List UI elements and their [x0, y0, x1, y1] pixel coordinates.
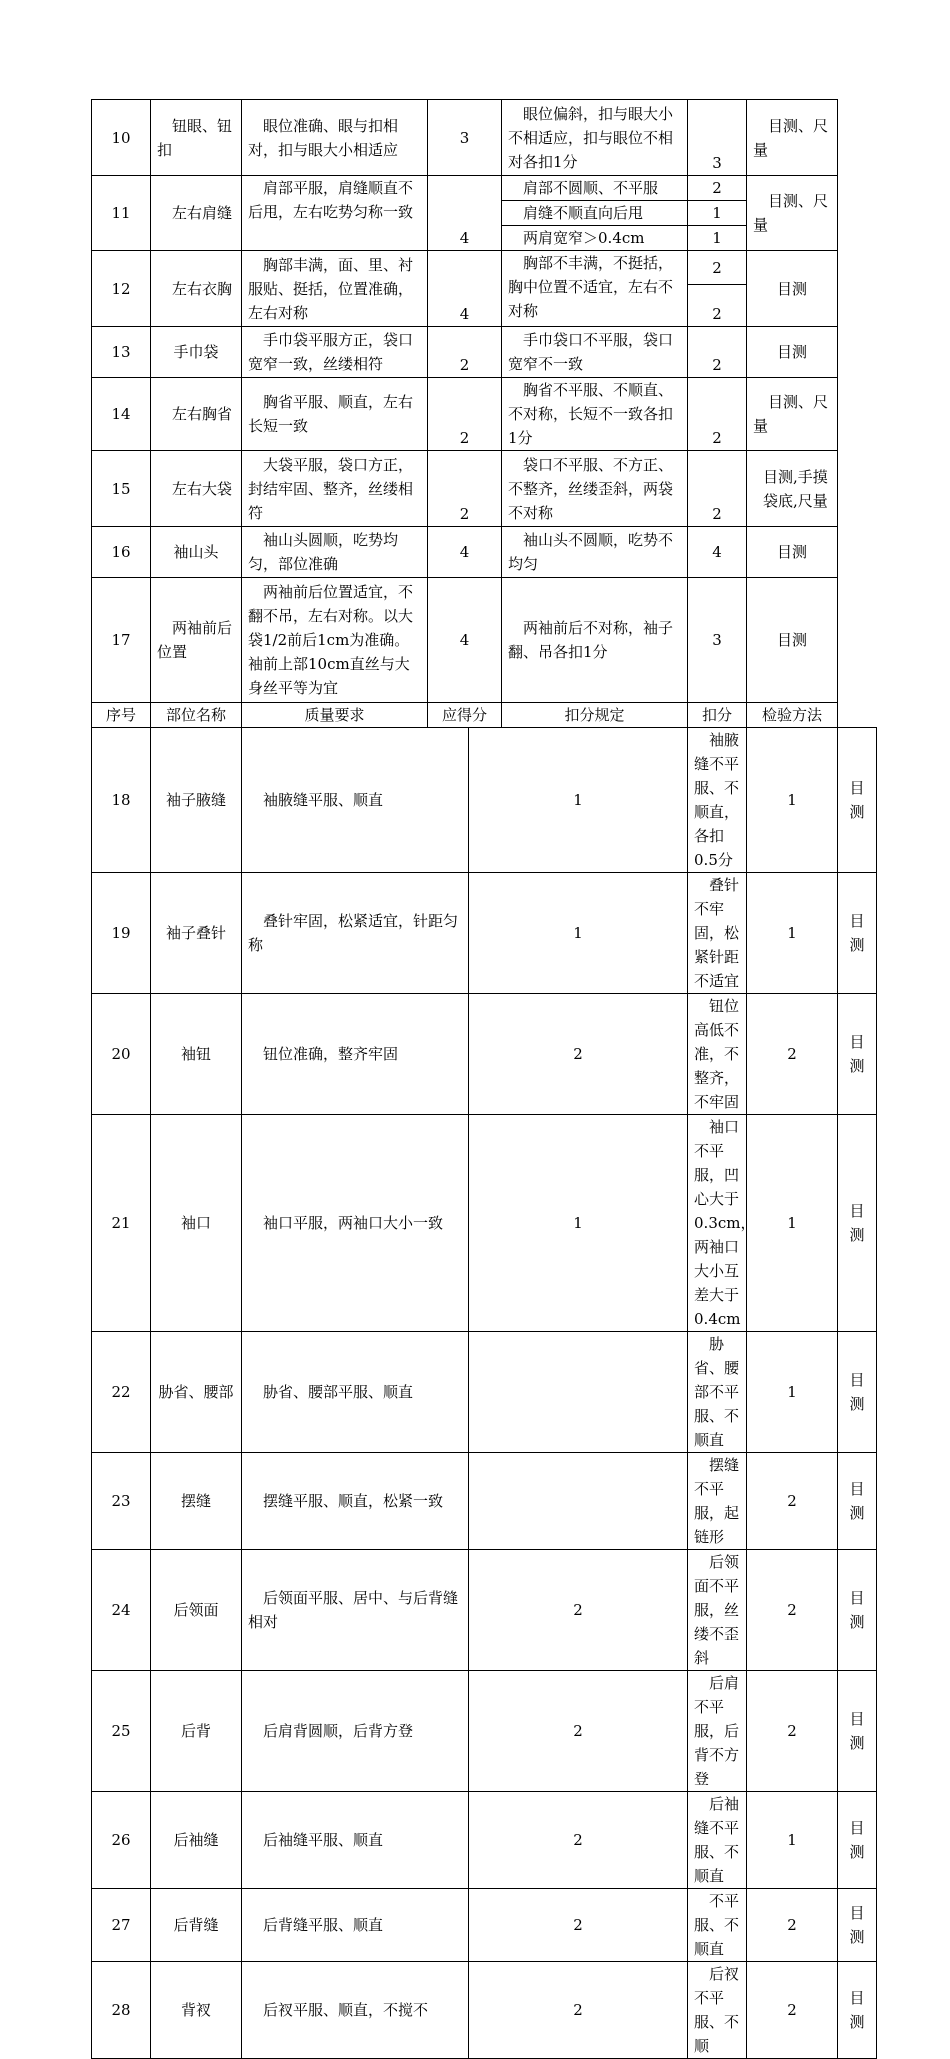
- column-header-no: 序号: [92, 703, 151, 728]
- quality-requirement: 叠针牢固，松紧适宜，针距匀称: [242, 873, 469, 994]
- deduction: 3: [688, 100, 747, 176]
- row-number: 13: [92, 327, 151, 378]
- score: 4: [428, 176, 502, 251]
- deduction: 1: [747, 1332, 838, 1453]
- table-row: [92, 527, 877, 578]
- part-name: 袖子腋缝: [151, 728, 242, 873]
- table-row: [92, 728, 877, 873]
- inspection-method: 目测、尺量: [747, 100, 838, 176]
- deduction: 2: [747, 1889, 838, 1962]
- quality-inspection-table: [91, 99, 877, 2059]
- part-name: 两袖前后位置: [151, 578, 242, 703]
- deduction-rule: 眼位偏斜，扣与眼大小不相适应，扣与眼位不相对各扣1分: [502, 100, 688, 176]
- deduction-rule: 手巾袋口不平服，袋口宽窄不一致: [502, 327, 688, 378]
- part-name: 背衩: [151, 1962, 242, 2059]
- row-number: 12: [92, 251, 151, 327]
- table-row: [92, 1889, 877, 1962]
- quality-requirement: 胸省平服、顺直，左右长短一致: [242, 378, 428, 451]
- part-name: 后袖缝: [151, 1792, 242, 1889]
- inspection-method: 目测: [747, 251, 838, 327]
- quality-requirement: 钮位准确，整齐牢固: [242, 994, 469, 1115]
- deduction: 3: [688, 578, 747, 703]
- deduction-rule: 胁省、腰部不平服、不顺直: [688, 1332, 747, 1453]
- deduction: 2: [747, 1453, 838, 1550]
- score: 1: [469, 873, 688, 994]
- table-row: [92, 1550, 877, 1671]
- deduction: 4: [688, 527, 747, 578]
- table-row: [92, 994, 877, 1115]
- deduction-rule: 胸部不丰满，不挺括，胸中位置不适宜，左右不对称: [502, 251, 688, 327]
- part-name: 袖口: [151, 1115, 242, 1332]
- quality-requirement: 大袋平服，袋口方正，封结牢固、整齐，丝缕相符: [242, 451, 428, 527]
- inspection-method: 目测: [838, 1115, 877, 1332]
- inspection-method: 目测、尺量: [747, 378, 838, 451]
- quality-requirement: 后背缝平服、顺直: [242, 1889, 469, 1962]
- row-number: 10: [92, 100, 151, 176]
- quality-requirement: 后领面平服、居中、与后背缝相对: [242, 1550, 469, 1671]
- inspection-method: 目测: [838, 728, 877, 873]
- deduction: 2: [747, 1671, 838, 1792]
- part-name: 后领面: [151, 1550, 242, 1671]
- row-number: 20: [92, 994, 151, 1115]
- column-header-requirement: 质量要求: [242, 703, 428, 728]
- score: 2: [469, 1671, 688, 1792]
- deduction: 1: [747, 1115, 838, 1332]
- column-header-part: 部位名称: [151, 703, 242, 728]
- score: 4: [428, 578, 502, 703]
- deduction: 2: [747, 1550, 838, 1671]
- part-name: 左右大袋: [151, 451, 242, 527]
- column-header-deduction: 扣分: [688, 703, 747, 728]
- row-number: 28: [92, 1962, 151, 2059]
- deduction: 2: [688, 285, 747, 327]
- quality-requirement: 两袖前后位置适宜，不翻不吊，左右对称。以大袋1/2前后1cm为准确。袖前上部10cm直丝与大身丝平等为宜: [242, 578, 428, 703]
- score: 1: [469, 728, 688, 873]
- row-number: 22: [92, 1332, 151, 1453]
- table-row: [92, 578, 877, 703]
- quality-requirement: 袖口平服，两袖口大小一致: [242, 1115, 469, 1332]
- table-row: [92, 1115, 877, 1332]
- deduction-rule: 后衩不平服、不顺: [688, 1962, 747, 2059]
- deduction-rule: 肩缝不顺直向后甩: [502, 201, 688, 226]
- deduction-rule: 不平服、不顺直: [688, 1889, 747, 1962]
- row-number: 18: [92, 728, 151, 873]
- quality-requirement: 手巾袋平服方正，袋口宽窄一致，丝缕相符: [242, 327, 428, 378]
- quality-requirement: 后袖缝平服、顺直: [242, 1792, 469, 1889]
- score: [469, 1332, 688, 1453]
- part-name: 袖山头: [151, 527, 242, 578]
- row-number: 19: [92, 873, 151, 994]
- score: 2: [469, 994, 688, 1115]
- inspection-method: 目测: [838, 1332, 877, 1453]
- deduction: 2: [688, 378, 747, 451]
- part-name: 袖子叠针: [151, 873, 242, 994]
- deduction: 1: [688, 226, 747, 251]
- quality-requirement: 袖腋缝平服、顺直: [242, 728, 469, 873]
- deduction-rule: 叠针不牢固，松紧针距不适宜: [688, 873, 747, 994]
- deduction: 2: [688, 451, 747, 527]
- deduction-rule: 两肩宽窄＞0.4cm: [502, 226, 688, 251]
- score: [469, 1453, 688, 1550]
- inspection-method: 目测,手摸袋底,尺量: [747, 451, 838, 527]
- part-name: 胁省、腰部: [151, 1332, 242, 1453]
- part-name: 钮眼、钮扣: [151, 100, 242, 176]
- inspection-method: 目测、尺量: [747, 176, 838, 251]
- score: 2: [469, 1550, 688, 1671]
- part-name: 后背: [151, 1671, 242, 1792]
- part-name: 左右衣胸: [151, 251, 242, 327]
- part-name: 左右肩缝: [151, 176, 242, 251]
- deduction: 2: [688, 176, 747, 201]
- deduction: 1: [747, 1792, 838, 1889]
- table-row: [92, 1332, 877, 1453]
- table-row: [92, 873, 877, 994]
- table-row: [92, 251, 877, 285]
- part-name: 袖钮: [151, 994, 242, 1115]
- deduction-rule: 袖口不平服，凹心大于0.3cm，两袖口大小互差大于0.4cm: [688, 1115, 747, 1332]
- row-number: 23: [92, 1453, 151, 1550]
- deduction-rule: 摆缝不平服，起链形: [688, 1453, 747, 1550]
- inspection-method: 目测: [838, 1962, 877, 2059]
- row-number: 11: [92, 176, 151, 251]
- part-name: 左右胸省: [151, 378, 242, 451]
- score: 1: [469, 1115, 688, 1332]
- row-number: 16: [92, 527, 151, 578]
- deduction: 2: [688, 327, 747, 378]
- deduction-rule: 钮位高低不准，不整齐，不牢固: [688, 994, 747, 1115]
- row-number: 14: [92, 378, 151, 451]
- inspection-method: 目测: [838, 873, 877, 994]
- deduction-rule: 后肩不平服，后背不方登: [688, 1671, 747, 1792]
- table-row: [92, 1671, 877, 1792]
- deduction: 1: [747, 873, 838, 994]
- column-header-method: 检验方法: [747, 703, 838, 728]
- inspection-method: 目测: [838, 994, 877, 1115]
- score: 2: [469, 1792, 688, 1889]
- deduction: 2: [747, 994, 838, 1115]
- quality-requirement: 后肩背圆顺，后背方登: [242, 1671, 469, 1792]
- deduction-rule: 袋口不平服、不方正、不整齐，丝缕歪斜，两袋不对称: [502, 451, 688, 527]
- deduction-rule: 袖山头不圆顺，吃势不均匀: [502, 527, 688, 578]
- deduction-rule: 两袖前后不对称，袖子翻、吊各扣1分: [502, 578, 688, 703]
- quality-requirement: 袖山头圆顺，吃势均匀，部位准确: [242, 527, 428, 578]
- deduction: 2: [747, 1962, 838, 2059]
- score: 4: [428, 251, 502, 327]
- column-header-rule: 扣分规定: [502, 703, 688, 728]
- deduction: 1: [688, 201, 747, 226]
- inspection-method: 目测: [838, 1889, 877, 1962]
- table-row: [92, 327, 877, 378]
- row-number: 27: [92, 1889, 151, 1962]
- table-row: [92, 1453, 877, 1550]
- score: 2: [469, 1962, 688, 2059]
- inspection-method: 目测: [838, 1550, 877, 1671]
- quality-requirement: 肩部平服，肩缝顺直不后甩，左右吃势匀称一致: [242, 176, 428, 251]
- deduction-rule: 袖腋缝不平服、不顺直，各扣0.5分: [688, 728, 747, 873]
- inspection-method: 目测: [747, 327, 838, 378]
- table-row: [92, 1792, 877, 1889]
- quality-requirement: 胸部丰满，面、里、衬服贴、挺括，位置准确，左右对称: [242, 251, 428, 327]
- table-header-row: [92, 703, 877, 728]
- inspection-method: 目测: [838, 1671, 877, 1792]
- deduction: 2: [688, 251, 747, 285]
- score: 2: [469, 1889, 688, 1962]
- quality-requirement: 眼位准确、眼与扣相对，扣与眼大小相适应: [242, 100, 428, 176]
- part-name: 手巾袋: [151, 327, 242, 378]
- table-row: [92, 176, 877, 201]
- deduction-rule: 肩部不圆顺、不平服: [502, 176, 688, 201]
- table-row: [92, 378, 877, 451]
- score: 2: [428, 327, 502, 378]
- deduction-rule: 后领面不平服，丝缕不歪斜: [688, 1550, 747, 1671]
- row-number: 25: [92, 1671, 151, 1792]
- row-number: 26: [92, 1792, 151, 1889]
- score: 3: [428, 100, 502, 176]
- row-number: 17: [92, 578, 151, 703]
- deduction-rule: 胸省不平服、不顺直、不对称，长短不一致各扣1分: [502, 378, 688, 451]
- row-number: 24: [92, 1550, 151, 1671]
- deduction: 1: [747, 728, 838, 873]
- table-row: [92, 451, 877, 527]
- quality-requirement: 胁省、腰部平服、顺直: [242, 1332, 469, 1453]
- table-row: [92, 100, 877, 176]
- inspection-method: 目测: [747, 527, 838, 578]
- score: 2: [428, 451, 502, 527]
- score: 2: [428, 378, 502, 451]
- table-row: [92, 1962, 877, 2059]
- table-body: [92, 100, 877, 2059]
- column-header-score: 应得分: [428, 703, 502, 728]
- quality-requirement: 摆缝平服、顺直，松紧一致: [242, 1453, 469, 1550]
- part-name: 后背缝: [151, 1889, 242, 1962]
- inspection-method: 目测: [747, 578, 838, 703]
- inspection-method: 目测: [838, 1792, 877, 1889]
- inspection-method: 目测: [838, 1453, 877, 1550]
- quality-requirement: 后衩平服、顺直，不搅不: [242, 1962, 469, 2059]
- deduction-rule: 后袖缝不平服、不顺直: [688, 1792, 747, 1889]
- row-number: 21: [92, 1115, 151, 1332]
- score: 4: [428, 527, 502, 578]
- row-number: 15: [92, 451, 151, 527]
- part-name: 摆缝: [151, 1453, 242, 1550]
